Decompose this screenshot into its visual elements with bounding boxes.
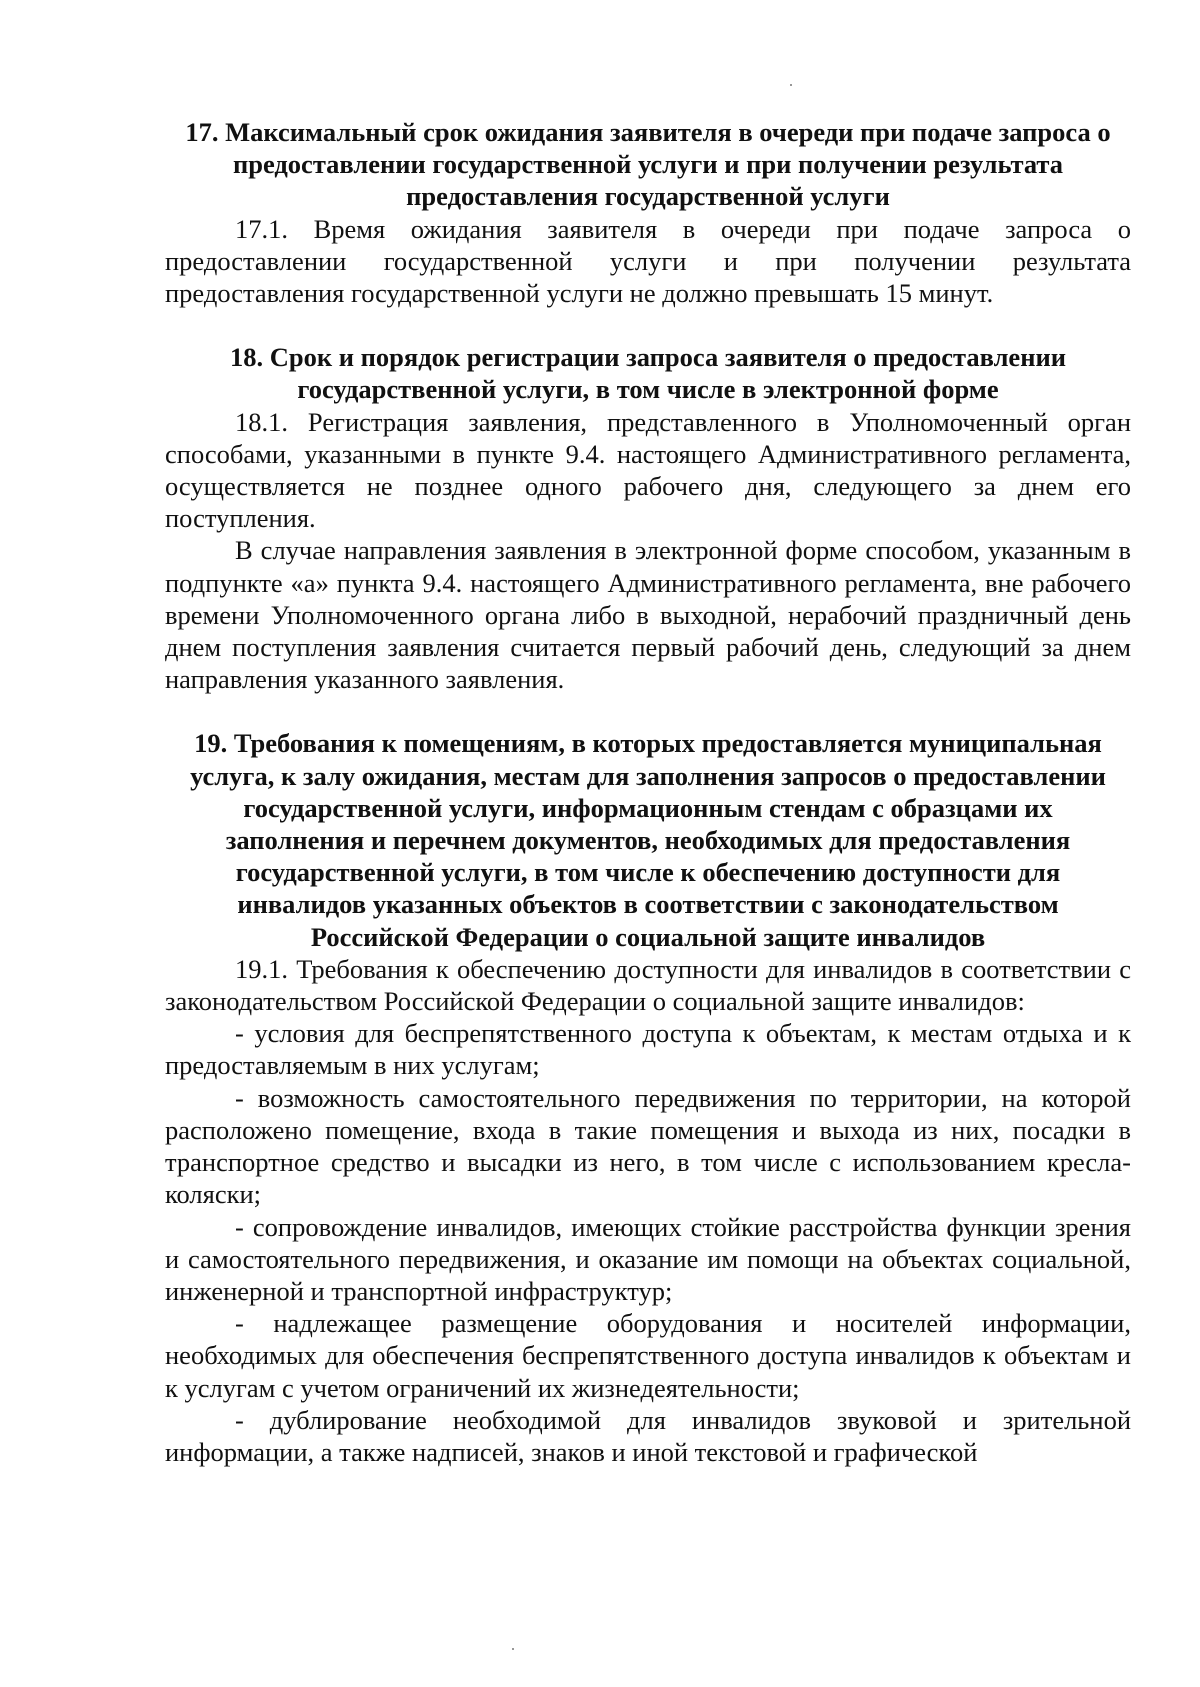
section-18 [165,341,1131,695]
list-item: - возможность самостоятельного передвижения по территории, на которой расположено помещение, входа в такие помещения и выхода из них, посадки в транспортное средство и высадки из него, в том числе с использованием кресла- коляски; [165,1082,1131,1210]
scan-speck [790,84,792,86]
section-spacer [165,695,1131,727]
paragraph: 18.1. Регистрация заявления, представленного в Уполномоченный орган способами, указанными в пункте 9.4. настоящего Административного регламента, осуществляется не позднее одного рабочего дня, следующего за днем его поступления. [165,406,1131,534]
section-heading: 19. Требования к помещениям, в которых предоставляется муниципальная услуга, к залу ожидания, местам для заполнения запросов о предоставлении государственной услуги, информационным стендам с образцами их заполнения и перечнем документов, необходимых для предоставления государственной услуги, в том числе к обеспечению доступности для инвалидов указанных объектов в соответствии с законодательством Российской Федерации о социальной защите инвалидов [190,728,1106,952]
list-item: - дублирование необходимой для инвалидов звуковой и зрительной информации, а также надписей, знаков и иной текстовой и графической [165,1404,1131,1467]
paragraph: 17.1. Время ожидания заявителя в очереди при подаче запроса о предоставлении государственной услуги и при получении результата предоставления государственной услуги не должно превышать 15 минут. [165,213,1131,309]
section-spacer [165,309,1131,341]
section-heading: 18. Срок и порядок регистрации запроса заявителя о предоставлении государственной услуги, в том числе в электронной форме [229,342,1067,405]
list-item: - условия для беспрепятственного доступа к объектам, к местам отдыха и к предоставляемым в них услугам; [165,1018,1131,1081]
section-heading: 17. Максимальный срок ожидания заявителя в очереди при подаче запроса о предоставлении государственной услуги и при получении результата предоставления государственной услуги [185,117,1111,212]
document-body [165,116,1131,1468]
scan-speck [512,1648,514,1650]
section-17 [165,116,1131,309]
list-item: - сопровождение инвалидов, имеющих стойкие расстройства функции зрения и самостоятельного передвижения, и оказание им помощи на объектах социальной, инженерной и транспортной инфраструктур; [165,1211,1131,1306]
section-19 [165,727,1131,1468]
paragraph: 19.1. Требования к обеспечению доступности для инвалидов в соответствии с законодательством Российской Федерации о социальной защите инвалидов: [165,953,1131,1017]
paragraph: В случае направления заявления в электронной форме способом, указанным в подпункте «а» пункта 9.4. настоящего Административного регламента, вне рабочего времени Уполномоченного органа либо в выходной, нерабочий праздничный день днем поступления заявления считается первый рабочий день, следующий за днем направления указанного заявления. [165,535,1131,695]
list-item: - надлежащее размещение оборудования и носителей информации, необходимых для обеспечения беспрепятственного доступа инвалидов к объектам и к услугам с учетом ограничений их жизнедеятельности; [165,1308,1131,1403]
